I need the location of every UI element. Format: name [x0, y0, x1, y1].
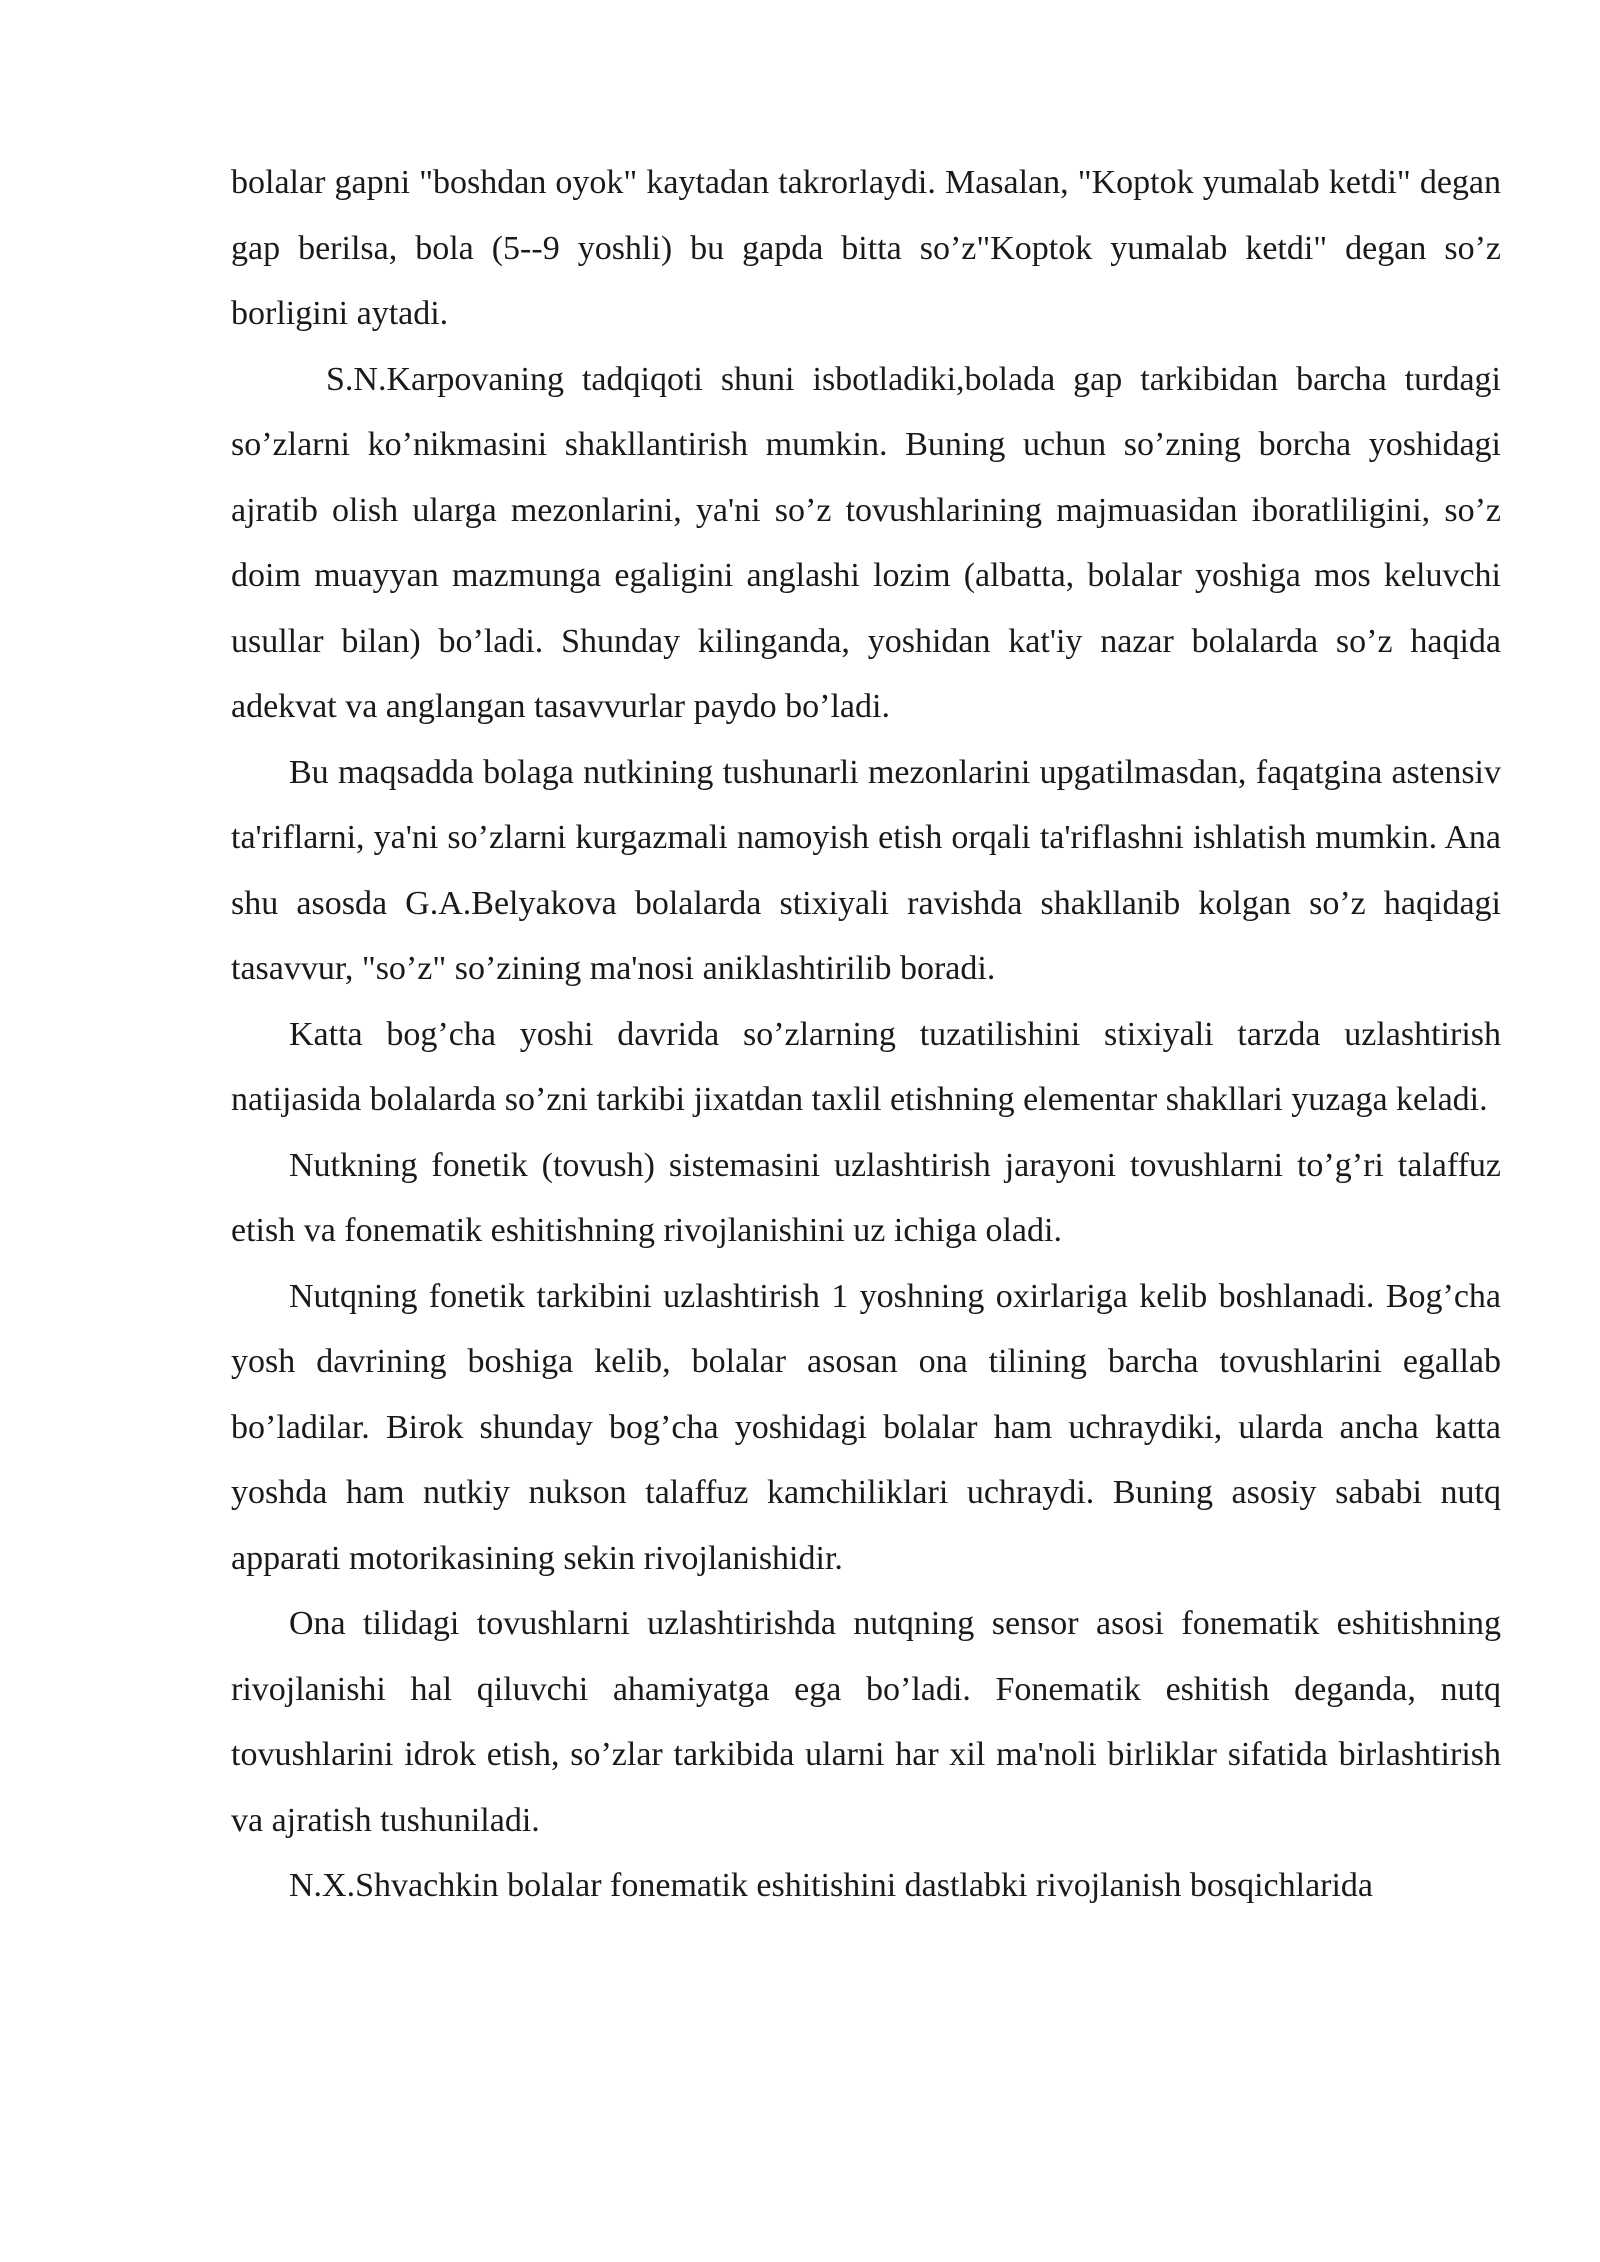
document-body [231, 150, 1501, 1919]
paragraph-7: Ona tilidagi tovushlarni uzlashtirishda nutqning sensor asosi fonematik eshitishning rivojlanishi hal qiluvchi ahamiyatga ega bo’ladi. Fonematik eshitish deganda, nutq tovushlarini idrok etish, so’zlar tarkibida ularni har xil ma'noli birliklar sifatida birlashtirish va ajratish tushuniladi. [231, 1605, 1501, 1839]
paragraph-3: Bu maqsadda bolaga nutkining tushunarli mezonlarini upgatilmasdan, faqatgina astensiv ta'riflarni, ya'ni so’zlarni kurgazmali namoyish etish orqali ta'riflashni ishlatish mumkin. Ana shu asosda G.A.Belyakova bolalarda stixiyali ravishda shakllanib kolgan so’z haqidagi tasavvur, "so’z" so’zining ma'nosi aniklashtirilib boradi. [231, 753, 1501, 987]
paragraph-6: Nutqning fonetik tarkibini uzlashtirish 1 yoshning oxirlariga kelib boshlanadi. Bog’cha yosh davrining boshiga kelib, bolalar asosan ona tilining barcha tovushlarini egallab bo’ladilar. Birok shunday bog’cha yoshidagi bolalar ham uchraydiki, ularda ancha katta yoshda ham nutkiy nukson talaffuz kamchiliklari uchraydi. Buning asosiy sababi nutq apparati motorikasining sekin rivojlanishidir. [231, 1277, 1501, 1577]
paragraph-2: S.N.Karpovaning tadqiqoti shuni isbotladiki,bolada gap tarkibidan barcha turdagi so’zlarni ko’nikmasini shakllantirish mumkin. Buning uchun so’zning borcha yoshidagi ajratib olish ularga mezonlarini, ya'ni so’z tovushlarining majmuasidan iboratliligini, so’z doim muayyan mazmunga egaligini anglashi lozim (albatta, bolalar yoshiga mos keluvchi usullar bilan) bo’ladi. Shunday kilinganda, yoshidan kat'iy nazar bolalarda so’z haqida adekvat va anglangan tasavvurlar paydo bo’ladi. [231, 360, 1501, 725]
paragraph-8: N.X.Shvachkin bolalar fonematik eshitishini dastlabki rivojlanish bosqichlarida [289, 1867, 1374, 1904]
paragraph-5: Nutkning fonetik (tovush) sistemasini uzlashtirish jarayoni tovushlarni to’g’ri talaffuz etish va fonematik eshitishning rivojlanishini uz ichiga oladi. [231, 1146, 1501, 1249]
paragraph-4: Katta bog’cha yoshi davrida so’zlarning tuzatilishini stixiyali tarzda uzlashtirish natijasida bolalarda so’zni tarkibi jixatdan taxlil etishning elementar shakllari yuzaga keladi. [231, 1015, 1501, 1118]
paragraph-1: bolalar gapni "boshdan oyok" kaytadan takrorlaydi. Masalan, "Koptok yumalab ketdi" degan gap berilsa, bola (5--9 yoshli) bu gapda bitta so’z"Koptok yumalab ketdi" degan so’z borligini aytadi. [231, 164, 1501, 332]
